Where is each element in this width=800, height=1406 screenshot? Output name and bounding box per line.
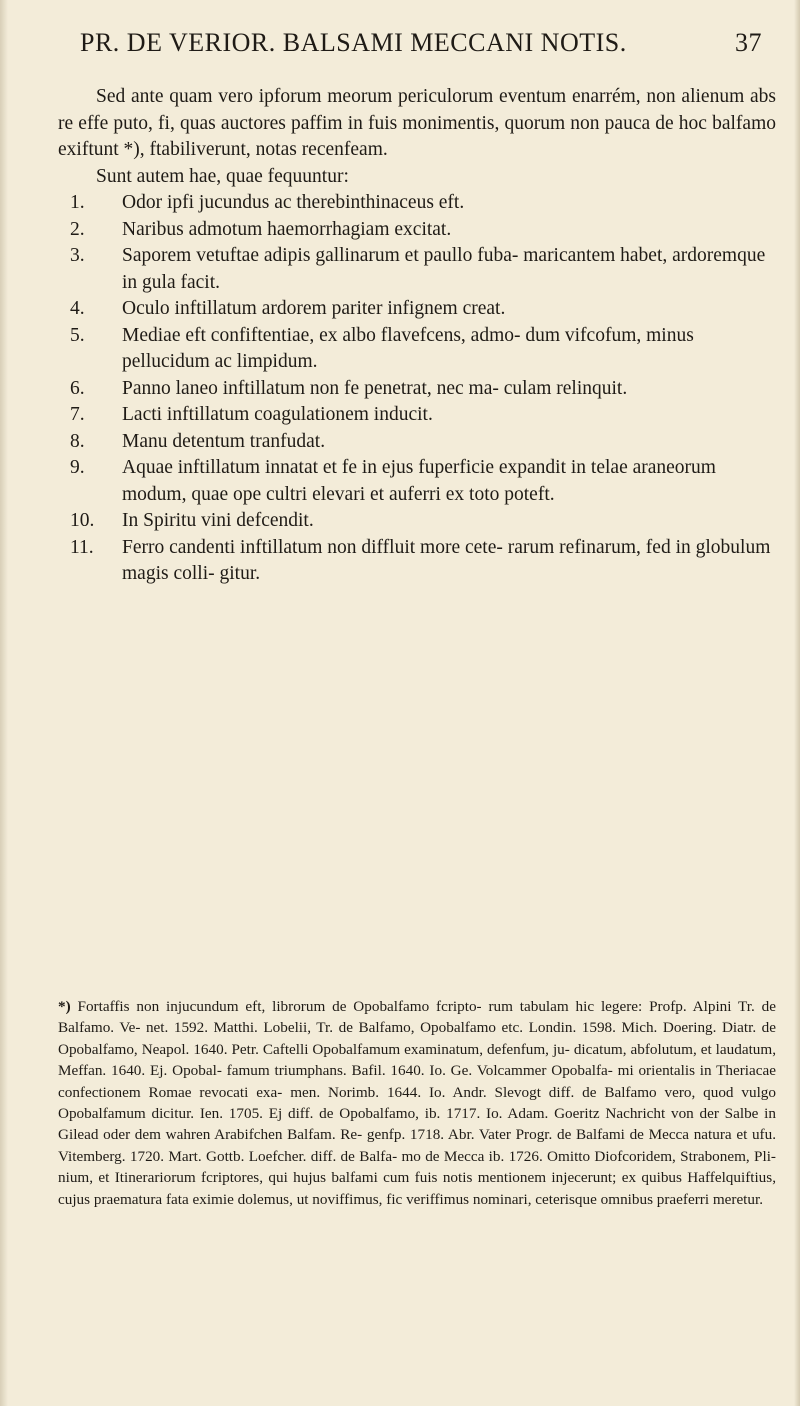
item-number: 7. bbox=[70, 404, 85, 425]
list-item bbox=[58, 217, 776, 244]
running-head bbox=[60, 20, 780, 60]
item-number: 1. bbox=[70, 192, 85, 213]
item-number: 10. bbox=[70, 510, 95, 531]
list-item bbox=[58, 243, 776, 296]
item-number: 3. bbox=[70, 245, 85, 266]
item-text: In Spiritu vini defcendit. bbox=[122, 510, 314, 531]
list-item bbox=[58, 535, 776, 588]
list-item bbox=[58, 296, 776, 323]
item-number: 11. bbox=[70, 536, 94, 558]
page-number: 37 bbox=[735, 28, 762, 57]
list-item bbox=[58, 323, 776, 376]
item-text: Panno laneo inftillatum non fe penetrat, nec ma- culam relinquit. bbox=[122, 377, 628, 399]
page-edge-right bbox=[794, 0, 800, 1406]
item-text: Lacti inftillatum coagulationem inducit. bbox=[122, 404, 433, 425]
item-text: Manu detentum tranfudat. bbox=[122, 430, 326, 452]
list-item bbox=[58, 455, 776, 508]
item-number: 4. bbox=[70, 298, 85, 319]
intro-paragraph: Sed ante quam vero ipforum meorum periculorum eventum enarrém, non alienum abs re effe puto, fi, quas auctores paffim in fuis monimentis, quorum non pauca de hoc balfamo exiftunt *), ftabiliverunt, notas recenfeam. bbox=[58, 86, 776, 160]
item-number: 9. bbox=[70, 457, 85, 478]
intro-lead-in: Sunt autem hae, quae fequuntur: bbox=[96, 165, 349, 187]
item-text: Aquae inftillatum innatat et fe in ejus fuperficie expandit in telae araneorum modum, quae ope cultri elevari et auferri ex toto poteft. bbox=[122, 457, 716, 505]
footnote bbox=[58, 996, 776, 1210]
page-edge-left bbox=[0, 0, 8, 1406]
list-item bbox=[58, 376, 776, 403]
item-number: 8. bbox=[70, 430, 85, 452]
list-item bbox=[58, 402, 776, 429]
main-text bbox=[58, 84, 776, 588]
item-number: 2. bbox=[70, 218, 85, 240]
item-text: Ferro candenti inftillatum non diffluit more cete- rarum refinarum, fed in globulum magis colli- gitur. bbox=[122, 536, 771, 584]
footnote-mark: *) bbox=[58, 998, 71, 1015]
properties-list bbox=[58, 190, 776, 588]
list-item bbox=[58, 429, 776, 456]
running-title: PR. DE VERIOR. BALSAMI MECCANI NOTIS. bbox=[80, 28, 627, 57]
item-text: Odor ipfi jucundus ac therebinthinaceus eft. bbox=[122, 192, 465, 213]
footnote-text: Fortaffis non injucundum eft, librorum de Opobalfamo fcripto- rum tabulam hic legere: Profp. Alpini Tr. de Balfamo. Ve- net. 1592. Matthi. Lobelii, Tr. de Balfamo, Opobalfamo etc. Londin. 1598. Mich. Doering. Diatr. de Opobalfamo, Neapol. 1640. Petr. Caftelli Opobalfamum examinatum, defenfum, ju- dicatum, abfolutum, et laudatum, Meffan. 1640. Ej. Opobal- famum triumphans. Bafil. 1640. Io. Ge. Volcammer Opobalfa- mi orientalis in Theriacae confectionem Romae revocati exa- men. Norimb. 1644. Io. Andr. Slevogt diff. de Balfamo vero, quod vulgo Opobalfamum dicitur. Ien. 1705. Ej diff. de Opobalfamo, ib. 1717. Io. Adam. Goeritz Nachricht von der Salbe in Gilead oder dem wahren Arabifchen Balfam. Re- genfp. 1718. Abr. Vater Progr. de Balfami de Mecca natura et ufu. Vitemberg. 1720. Mart. Gottb. Loefcher. diff. de Balfa- mo de Mecca ib. 1726. Omitto Diofcoridem, Strabonem, Pli- nium, et Itinerariorum fcriptores, qui hujus balfami cum fuis notis mentionem injecerunt; ex quibus Haffelquiftius, cujus praematura fata eximie dolemus, ut noviffimus, fic veriffimus nominari, ceterisque omnibus praeferri meretur. bbox=[58, 998, 777, 1208]
item-text: Mediae eft confiftentiae, ex albo flavefcens, admo- dum vifcofum, minus pellucidum ac limpidum. bbox=[122, 324, 694, 372]
list-item bbox=[58, 190, 776, 217]
item-text: Naribus admotum haemorrhagiam excitat. bbox=[122, 218, 452, 240]
item-text: Saporem vetuftae adipis gallinarum et paullo fuba- maricantem habet, ardoremque in gula facit. bbox=[122, 245, 766, 293]
item-number: 6. bbox=[70, 377, 85, 399]
list-item bbox=[58, 508, 776, 535]
item-text: Oculo inftillatum ardorem pariter infignem creat. bbox=[122, 298, 506, 319]
item-number: 5. bbox=[70, 324, 85, 346]
